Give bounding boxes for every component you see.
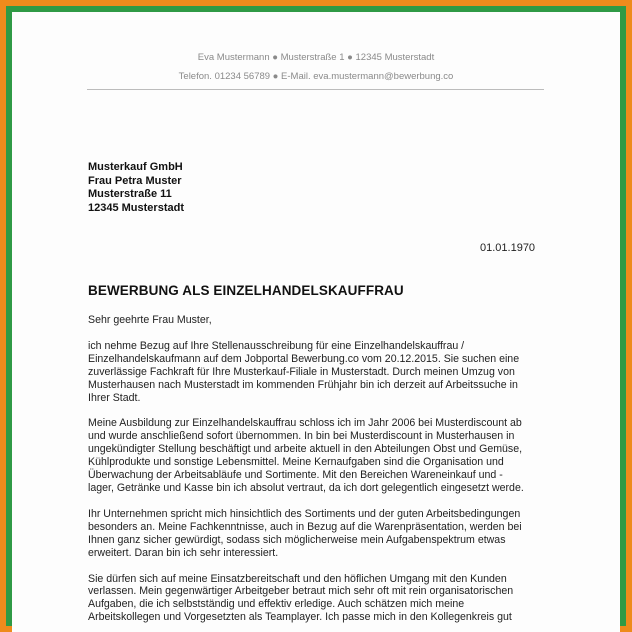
paragraph-line: Meine Ausbildung zur Einzelhandelskauffrau schloss ich im Jahr 2006 bei Musterdiscount ab (88, 417, 522, 430)
letter-page (12, 12, 620, 632)
paragraph-line: Ihr Unternehmen spricht mich hinsichtlich des Sortiments und der guten Arbeitsbedingungen (88, 507, 521, 520)
letter-date: 01.01.1970 (480, 242, 536, 254)
recipient-address (88, 161, 184, 215)
recipient-street: Musterstraße 11 (88, 188, 172, 200)
paragraph-line: Aufgaben, die ich selbstständig und effektiv erledige. Auch schätzen mich meine (88, 598, 465, 611)
recipient-company: Musterkauf GmbH (88, 161, 183, 173)
paragraph-line: besonders an. Meine Fachkenntnisse, auch in Bezug auf die Warenpräsentation, werden bei (88, 520, 522, 533)
paragraph-line: ungekündigter Stellung beschäftigt und arbeite aktuell in den Abteilungen Obst und Gemüse, (88, 443, 523, 456)
paragraph-line: Ihrer Stadt. (88, 391, 141, 404)
paragraph-line: zuverlässige Fachkraft für Ihre Musterkauf-Filiale in Musterstadt. Durch meinen Umzug von (88, 365, 515, 378)
paragraph-line: Arbeitskollegen und Vorgesetzten als Teamplayer. Ich passe mich in den Kollegenkreis gut (88, 611, 512, 624)
paragraph-line: Kühlprodukte und sonstige Lebensmittel. Meine Kernaufgaben sind die Organisation und (88, 456, 504, 469)
paragraph-line: ich nehme Bezug auf Ihre Stellenausschreibung für eine Einzelhandelskauffrau / (88, 339, 465, 352)
salutation: Sehr geehrte Frau Muster, (88, 314, 212, 326)
paragraph-line: Überwachung der Arbeitsabläufe und Sortimente. Mit den Bereichen Wareneinkauf und - (88, 469, 503, 482)
paragraph-line: verlassen. Mein gegenwärtiger Arbeitgeber betraut mich sehr oft mit rein organisatorischen (88, 585, 514, 598)
paragraph-line: Musterhausen nach Musterstadt im kommenden Frühjahr bin ich derzeit auf Arbeitssuche in (88, 378, 518, 391)
paragraph-line: erweitert. Daran bin ich sehr interessiert. (88, 546, 279, 559)
recipient-city: 12345 Musterstadt (88, 201, 184, 214)
paragraph-line: lager, Getränke und Kasse bin ich absolut vertraut, da ich dort gelegentlich eingesetzt werde. (88, 481, 524, 494)
letter-body (88, 314, 548, 632)
paragraph-line: Einzelhandelskaufmann auf dem Jobportal Bewerbung.co vom 20.12.2015. Sie suchen eine (88, 352, 520, 365)
letter-subject: BEWERBUNG ALS EINZELHANDELSKAUFFRAU (88, 283, 404, 298)
paragraph-line: und wurde anschließend sofort übernommen. In bin bei Musterdiscount in Musterhausen in (88, 430, 515, 443)
paragraph-line: Ihnen ganz sicher gewürdigt, sodass sich möglicherweise mein Aufgabenspektrum etwas (88, 533, 506, 546)
sender-contact-line: Telefon. 01234 56789 ● E-Mail. eva.mustermann@bewerbung.co (178, 71, 454, 82)
paragraph (88, 573, 548, 625)
paragraph (88, 340, 548, 405)
header-divider (87, 89, 544, 90)
paragraph (88, 508, 548, 560)
paragraph (88, 417, 548, 494)
recipient-name: Frau Petra Muster (88, 174, 182, 187)
paragraph-line: Sie dürfen sich auf meine Einsatzbereitschaft und den höflichen Umgang mit den Kunden (88, 572, 507, 585)
sender-address-line: Eva Mustermann ● Musterstraße 1 ● 12345 Musterstadt (197, 52, 435, 63)
